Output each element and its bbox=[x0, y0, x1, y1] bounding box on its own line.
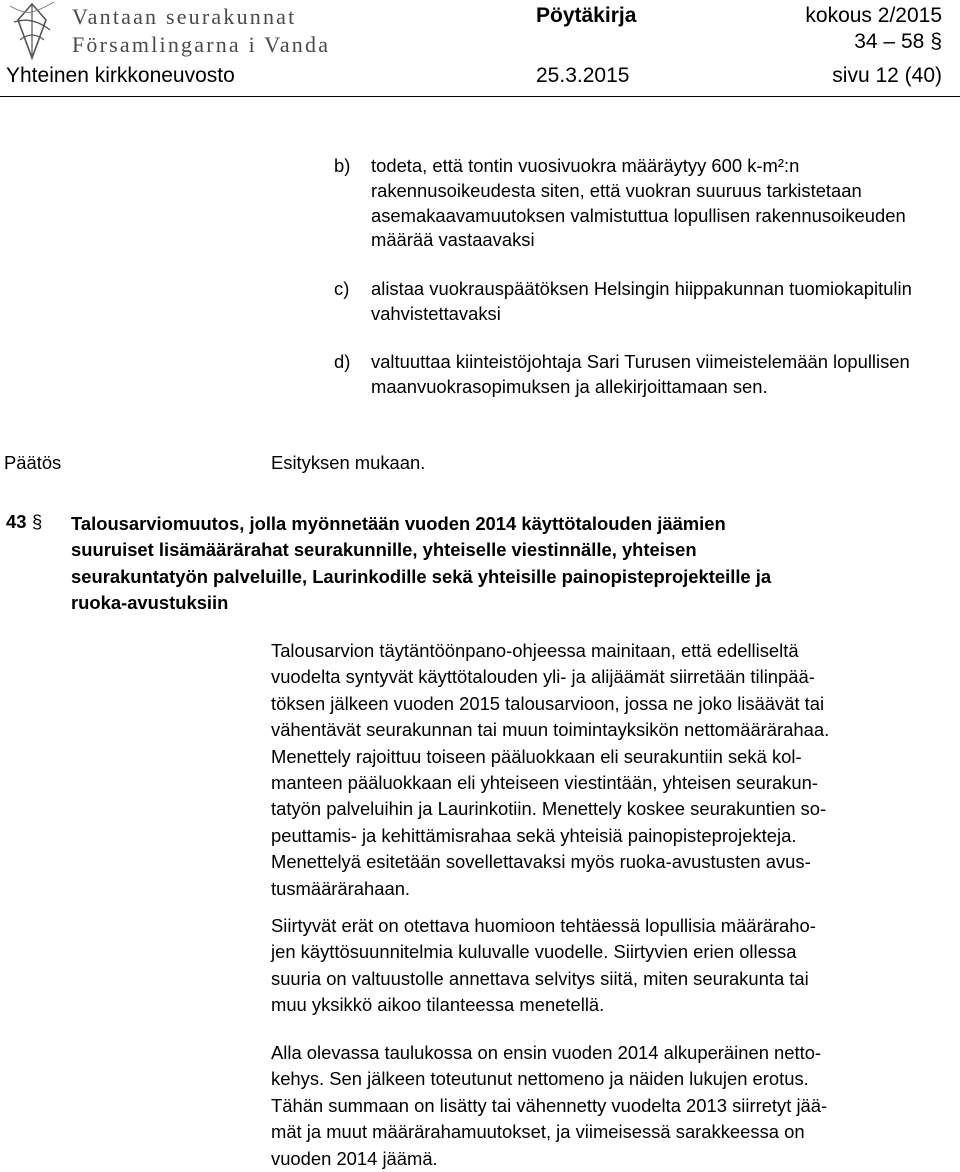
list-item-letter: d) bbox=[334, 351, 351, 372]
body-paragraph bbox=[271, 638, 946, 902]
paragraph-line: vähentävät seurakunnan tai muun toimintayksikön nettomäärärahaa. bbox=[271, 719, 830, 741]
paragraph-line: kehys. Sen jälkeen toteutunut nettomeno ja näiden lukujen erotus. bbox=[271, 1068, 809, 1090]
paragraph-line: suuria on valtuustolle annettava selvitys siitä, miten seurakunta tai bbox=[271, 967, 809, 989]
list-item-letter: c) bbox=[334, 278, 350, 299]
document-type: Pöytäkirja bbox=[536, 4, 637, 27]
section-title-line: Talousarviomuutos, jolla myönnetään vuoden 2014 käyttötalouden jäämien bbox=[71, 513, 726, 534]
paragraph-line: tusmäärärahaan. bbox=[271, 877, 411, 899]
paragraph-line: Tähän summaan on lisätty tai vähennetty vuodelta 2013 siirretyt jää- bbox=[271, 1094, 828, 1116]
paragraph-line: vuoden 2014 jäämä. bbox=[271, 1147, 438, 1169]
meeting-number: kokous 2/2015 bbox=[805, 4, 942, 27]
decision-text: Esityksen mukaan. bbox=[271, 452, 426, 473]
paragraph-line: Menettelyä esitetään sovellettavaksi myös ruoka-avustusten avus- bbox=[271, 851, 811, 873]
list-item bbox=[334, 154, 934, 253]
section-symbol: § bbox=[32, 511, 43, 532]
decision-label: Päätös bbox=[4, 452, 62, 473]
paragraph-line: jen käyttösuunnitelmia kuluvalle vuodelle. Siirtyvien erien ollessa bbox=[271, 941, 797, 963]
paragraph-line: peuttamis- ja kehittämisrahaa sekä yhteisiä painopisteprojekteja. bbox=[271, 824, 797, 846]
section-number: 43 bbox=[6, 511, 27, 532]
paragraph-line: vuodelta syntyvät käyttötalouden yli- ja alijäämät siirretään tilinpää- bbox=[271, 666, 815, 688]
paragraph-range-numbers: 34 – 58 bbox=[854, 30, 925, 53]
page-number: sivu 12 (40) bbox=[832, 64, 942, 87]
list-item-text: alistaa vuokrauspäätöksen Helsingin hiippakunnan tuomiokapitulin vahvistettavaksi bbox=[371, 278, 912, 324]
paragraph-line: tatyön palveluihin ja Laurinkotiin. Menettely koskee seurakuntien so- bbox=[271, 798, 827, 820]
paragraph-line: manteen pääluokkaan eli yhteiseen viestintään, yhteisen seurakun- bbox=[271, 772, 818, 794]
paragraph-range bbox=[854, 30, 942, 54]
org-name-swedish: Församlingarna i Vanda bbox=[72, 32, 331, 57]
section-title-line: ruoka-avustuksiin bbox=[71, 591, 229, 613]
list-item-text: todeta, että tontin vuosivuokra määräytyy 600 k-m²:n rakennusoikeudesta siten, että vuokran suuruus tarkistetaan asemakaavamuutoksen valmistuttua lopullisen rakennusoikeuden määrää vastaavaksi bbox=[371, 155, 906, 251]
body-paragraph bbox=[271, 913, 946, 1019]
list-item bbox=[334, 277, 934, 327]
paragraph-line: muu yksikkö aikoo tilanteessa menetellä. bbox=[271, 994, 605, 1016]
section-title-line: seurakuntatyön palveluille, Laurinkodille sekä yhteisille painopisteprojekteille ja bbox=[71, 565, 772, 587]
paragraph-line: töksen jälkeen vuoden 2015 talousarvioon, jossa ne joko lisäävät tai bbox=[271, 692, 825, 714]
list-item-letter: b) bbox=[334, 155, 351, 176]
section-title-line: suuruiset lisämäärärahat seurakunnille, yhteiselle viestinnälle, yhteisen bbox=[71, 539, 697, 561]
paragraph-line: Menettely rajoittuu toiseen pääluokkaan eli seurakuntiin sekä kol- bbox=[271, 745, 802, 767]
paragraph-line: Alla olevassa taulukossa on ensin vuoden 2014 alkuperäinen netto- bbox=[271, 1042, 822, 1063]
org-name-finnish: Vantaan seurakunnat bbox=[72, 4, 297, 29]
meeting-date: 25.3.2015 bbox=[536, 64, 630, 87]
paragraph-symbol: § bbox=[930, 30, 942, 53]
header-divider bbox=[0, 96, 960, 97]
governing-body: Yhteinen kirkkoneuvosto bbox=[6, 64, 235, 87]
list-item bbox=[334, 350, 934, 400]
paragraph-line: Siirtyvät erät on otettava huomioon tehtäessä lopullisia määräraho- bbox=[271, 915, 816, 936]
section-title bbox=[71, 511, 941, 616]
church-logo-icon bbox=[6, 0, 58, 62]
body-paragraph bbox=[271, 1040, 946, 1172]
list-item-text: valtuuttaa kiinteistöjohtaja Sari Turusen viimeistelemään lopullisen maanvuokrasopimuksen ja allekirjoittamaan sen. bbox=[371, 351, 910, 397]
paragraph-line: Talousarvion täytäntöönpano-ohjeessa mainitaan, että edelliseltä bbox=[271, 640, 799, 661]
paragraph-line: mät ja muut määrärahamuutokset, ja viimeisessä sarakkeessa on bbox=[271, 1121, 805, 1143]
